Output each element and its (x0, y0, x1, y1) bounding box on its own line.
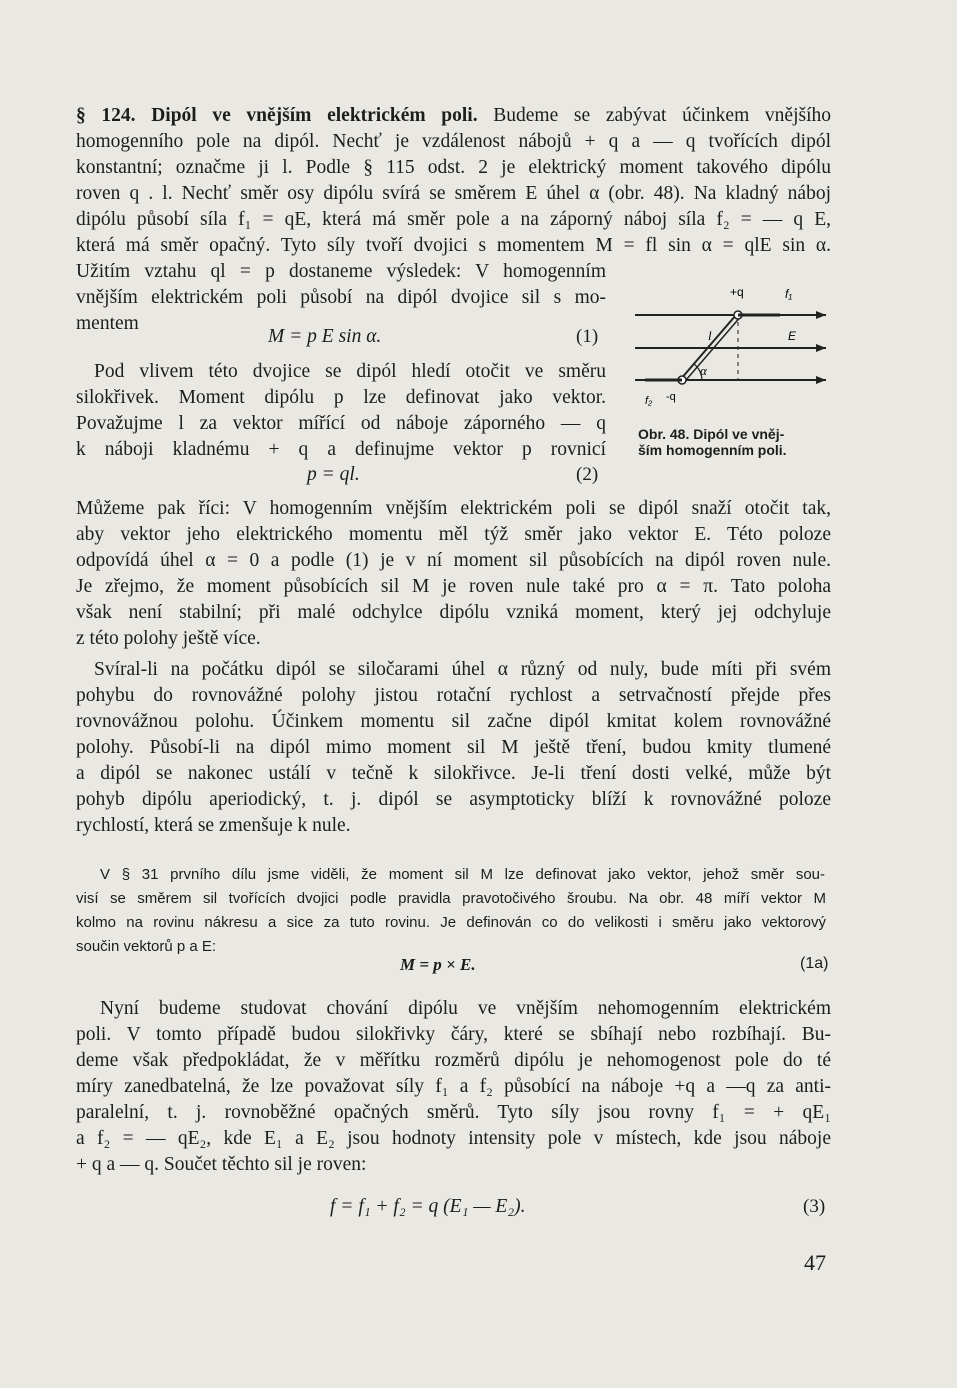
text-line: odpovídá úhel α = 0 a podle (1) je v ní moment sil působících na dipól roven nule. (76, 550, 831, 571)
text-line: dipólu působí síla f₁ = qE, která má směr pole a na záporný náboj síla f₂ = — q E, (76, 209, 831, 230)
text-line: silokřivek. Moment dipólu p lze definovat jako vektor. (76, 387, 606, 408)
text-line: vnějším elektrickém poli působí na dipól dvojice sil s mo- (76, 287, 606, 308)
label-plus-q: +q (730, 285, 744, 299)
equation-1-number: (1) (576, 326, 599, 347)
text-line: konstantní; označme ji l. Podle § 115 odst. 2 je elektrický moment takového dipólu (76, 157, 831, 178)
text-line: Můžeme pak říci: V homogenním vnějším elektrickém poli se dipól snaží otočit tak, (76, 498, 831, 519)
label-f2: f₂ (645, 395, 653, 407)
figure-caption: ším homogenním poli. (638, 442, 787, 458)
equation-3-number: (3) (803, 1196, 826, 1217)
label-l: l (708, 328, 712, 343)
text-line: Považujme l za vektor mířící od náboje záporného — q (76, 413, 606, 434)
text-line-rest: Budeme se zabývat účinkem vnějšího (493, 105, 831, 126)
text-line: deme však předpokládat, že v měřítku rozměrů dipólu je nehomogenost pole do té (76, 1050, 831, 1071)
text-line: Je zřejmo, že moment působících sil M je roven nule také pro α = π. Tato poloha (76, 576, 831, 597)
label-f1: f₁ (785, 287, 793, 301)
text-line: míry zanedbatelná, že lze považovat síly f₁ a f₂ působící na náboje +q a —q za anti- (76, 1076, 831, 1097)
text-line: pohybu do rovnovážné polohy jistou rotační rychlost a setrvačností přejde přes (76, 685, 831, 706)
text-line: Nyní budeme studovat chování dipólu ve vnějším nehomogenním elektrickém (100, 998, 831, 1019)
footnote-line: kolmo na rovinu nákresu a sice za tuto rovinu. Je definován co do velikosti i směru jako vektorový (76, 914, 826, 931)
text-line: která má směr opačný. Tyto síly tvoří dvojici s momentem M = fl sin α = qlE sin α. (76, 235, 831, 256)
section-heading: § 124. Dipól ve vnějším elektrickém poli. (76, 105, 478, 126)
text-line: rychlostí, která se zmenšuje k nule. (76, 815, 351, 836)
label-minus-q: -q (666, 391, 676, 403)
footnote-line: součin vektorů p a E: (76, 938, 217, 955)
equation-1a-number: (1a) (800, 955, 829, 972)
label-alpha: α (700, 363, 707, 378)
text-line: Pod vlivem této dvojice se dipól hledí otočit ve směru (94, 361, 606, 382)
text-line: však není stabilní; při malé odchylce dipólu vzniká moment, který jej odchyluje (76, 602, 831, 623)
figure-caption: Obr. 48. Dipól ve vněj- (638, 426, 785, 442)
text-line: poli. V tomto případě budou silokřivky čáry, které se sbíhají nebo rozbíhají. Bu- (76, 1024, 831, 1045)
equation-1a: M = p × E. (400, 955, 476, 974)
equation-1: M = p E sin α. (268, 326, 382, 347)
equation-3: f = f₁ + f₂ = q (E₁ — E₂). (330, 1196, 526, 1217)
equation-2-number: (2) (576, 464, 599, 485)
text-line: Svíral-li na počátku dipól se siločarami úhel α různý od nuly, bude míti při svém (94, 659, 831, 680)
text-line: z této polohy ještě více. (76, 628, 261, 649)
dipole-figure (630, 282, 830, 412)
text-line: polohy. Působí-li na dipól mimo moment sil M ještě tření, budou kmity tlumené (76, 737, 831, 758)
text-line: k náboji kladnému + q a definujme vektor p rovnicí (76, 439, 606, 460)
arrow-head (816, 376, 826, 384)
arrow-head (816, 344, 826, 352)
text-line: a f₂ = — qE₂, kde E₁ a E₂ jsou hodnoty intensity pole v místech, kde jsou náboje (76, 1128, 831, 1149)
text-line: mentem (76, 313, 139, 334)
text-line (76, 103, 831, 129)
text-line: aby vektor jeho elektrického momentu měl týž směr jako vektor E. Této poloze (76, 524, 831, 545)
arrow-head (816, 311, 826, 319)
text-line: homogenního pole na dipól. Nechť je vzdálenost nábojů + q a — q tvořících dipól (76, 131, 831, 152)
text-line: paralelní, t. j. rovnoběžné opačných směrů. Tyto síly jsou rovny f₁ = + qE₁ (76, 1102, 831, 1123)
text-line: roven q . l. Nechť směr osy dipólu svírá se směrem E úhel α (obr. 48). Na kladný náboj (76, 183, 831, 204)
text-line: Užitím vztahu ql = p dostaneme výsledek: V homogenním (76, 261, 606, 282)
page-number: 47 (804, 1250, 826, 1275)
text-line: pohyb dipólu aperiodický, t. j. dipól se asymptoticky blíží k rovnovážné poloze (76, 789, 831, 810)
text-line: rovnovážnou polohu. Účinkem momentu sil začne dipól kmitat kolem rovnovážné (76, 711, 831, 732)
text-line: a dipól se nakonec ustálí v tečně k silokřivce. Je-li tření dosti velké, může být (76, 763, 831, 784)
label-E: E (788, 329, 797, 343)
footnote-line: V § 31 prvního dílu jsme viděli, že moment sil M lze definovat jako vektor, jehož směr sou- (100, 866, 825, 883)
equation-2: p = ql. (307, 464, 360, 485)
footnote-line: visí se směrem sil tvořících dvojici podle pravidla pravotočivého šroubu. Na obr. 48 míří vektor M (76, 890, 826, 907)
text-line: + q a — q. Součet těchto sil je roven: (76, 1154, 367, 1175)
